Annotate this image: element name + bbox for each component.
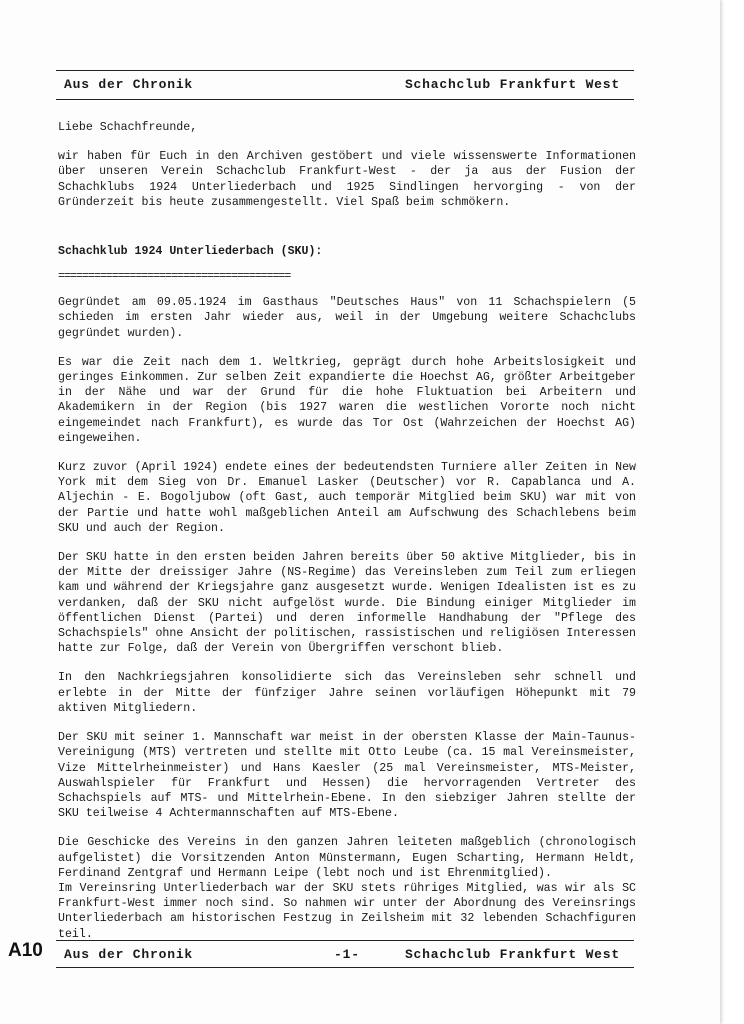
header-rule-top [56, 70, 634, 71]
header-rule-bottom [56, 99, 634, 100]
page-header [64, 77, 620, 92]
greeting: Liebe Schachfreunde, [58, 121, 198, 134]
page-number: -1- [334, 947, 360, 962]
paragraph-postwar: In den Nachkriegsjahren konsolidierte sich das Vereinsleben sehr schnell und erlebte in der Mitte der fünfziger Jahre seinen vorläufigen Höhepunkt mit 79 aktiven Mitgliedern. [58, 671, 636, 715]
intro-paragraph: wir haben für Euch in den Archiven gestöbert und viele wissenswerte Informationen über unseren Verein Schachclub Frankfurt-West - der ja aus der Fusion der Schachklubs 1924 Unterliederbach und 1925 Sindlingen hervorging - von der Gründerzeit bis heute zusammengestellt. Viel Spaß beim schmökern. [58, 150, 636, 209]
header-right: Schachclub Frankfurt West [404, 77, 620, 92]
footer-right: Schachclub Frankfurt West [404, 947, 620, 962]
paragraph-members: Der SKU hatte in den ersten beiden Jahren bereits über 50 aktive Mitglieder, bis in der Mitte der dreissiger Jahre (NS-Regime) das Vereinsleben zum Teil zum erliegen kam und während der Kriegsjahre ganz ausgesetzt wurde. Wenigen Idealisten ist es zu verdanken, daß der SKU nicht aufgelöst wurde. Die Bindung einiger Mitglieder im öffentlichen Dienst (Partei) und deren informelle Handhabung der "Pflege des Schachspiels" ohne Ansicht der politischen, rassistischen und religiösen Interessen hatte zur Folge, daß der Verein von Übergriffen verschont blieb. [58, 551, 636, 656]
page-footer [64, 947, 620, 962]
footer-rule-bottom [56, 967, 634, 968]
paragraph-founded: Gegründet am 09.05.1924 im Gasthaus "Deutsches Haus" von 11 Schachspielern (5 schieden im ersten Jahr wieder aus, weil in der Umgebung weitere Schachclubs gegründet wurden). [58, 296, 636, 340]
footer-rule-top [56, 940, 634, 941]
footer-left: Aus der Chronik [64, 947, 194, 962]
header-left: Aus der Chronik [64, 77, 194, 92]
page-code: A10 [8, 940, 43, 961]
article-body [58, 120, 636, 956]
paragraph-era: Es war die Zeit nach dem 1. Weltkrieg, geprägt durch hohe Arbeitslosigkeit und geringes Einkommen. Zur selben Zeit expandierte die Hoechst AG, größter Arbeitgeber in der Nähe und war der Grund für die hohe Fluktuation bei Arbeitern und Akademikern in der Region (bis 1927 waren die westlichen Vororte noch nicht eingemeindet nach Frankfurt), es wurde das Tor Ost (Wahrzeichen der Hoechst AG) eingeweihen. [58, 355, 636, 445]
paragraph-team: Der SKU mit seiner 1. Mannschaft war meist in der obersten Klasse der Main-Taunus-Vereinigung (MTS) vertreten und stellte mit Otto Leube (ca. 15 mal Vereinsmeister, Vize Mittelrheinmeister) und Hans Kaesler (25 mal Vereinsmeister, MTS-Meister, Auswahlspieler für Frankfurt und Hessen) die hervorragenden Vertreter des Schachspiels auf MTS- und Mittelrhein-Ebene. In den siebziger Jahren stellte der SKU teilweise 4 Achtermannschaften auf MTS-Ebene. [58, 731, 636, 821]
paragraph-chairmen: Die Geschicke des Vereins in den ganzen Jahren leiteten maßgeblich (chronologisch aufgelistet) die Vorsitzenden Anton Münstermann, Eugen Scharting, Hermann Heldt, Ferdinand Zentgraf und Hermann Leipe (lebt noch und ist Ehrenmitglied). [58, 836, 636, 880]
paragraph-vereinsring: Im Vereinsring Unterliederbach war der SKU stets rühriges Mitglied, was wir als SC Frankfurt-West immer noch sind. So nahmen wir unter der Abordnung des Vereinsrings Unterliederbach am historischen Festzug in Zeilsheim mit 32 lebenden Schachfiguren teil. [58, 881, 636, 941]
paragraph-newyork: Kurz zuvor (April 1924) endete eines der bedeutendsten Turniere aller Zeiten in New York mit dem Sieg von Dr. Emanuel Lasker (Deutscher) vor R. Capablanca und A. Aljechin - E. Bogoljubow (oft Gast, auch temporär Mitglied beim SKU) war mit von der Partie und hatte wohl maßgeblichen Anteil am Aufschwung des Schachlebens beim SKU und auch der Region. [58, 461, 636, 535]
section-title: Schachklub 1924 Unterliederbach (SKU): [58, 245, 323, 259]
section-title-underline: ======================================= [58, 273, 291, 282]
